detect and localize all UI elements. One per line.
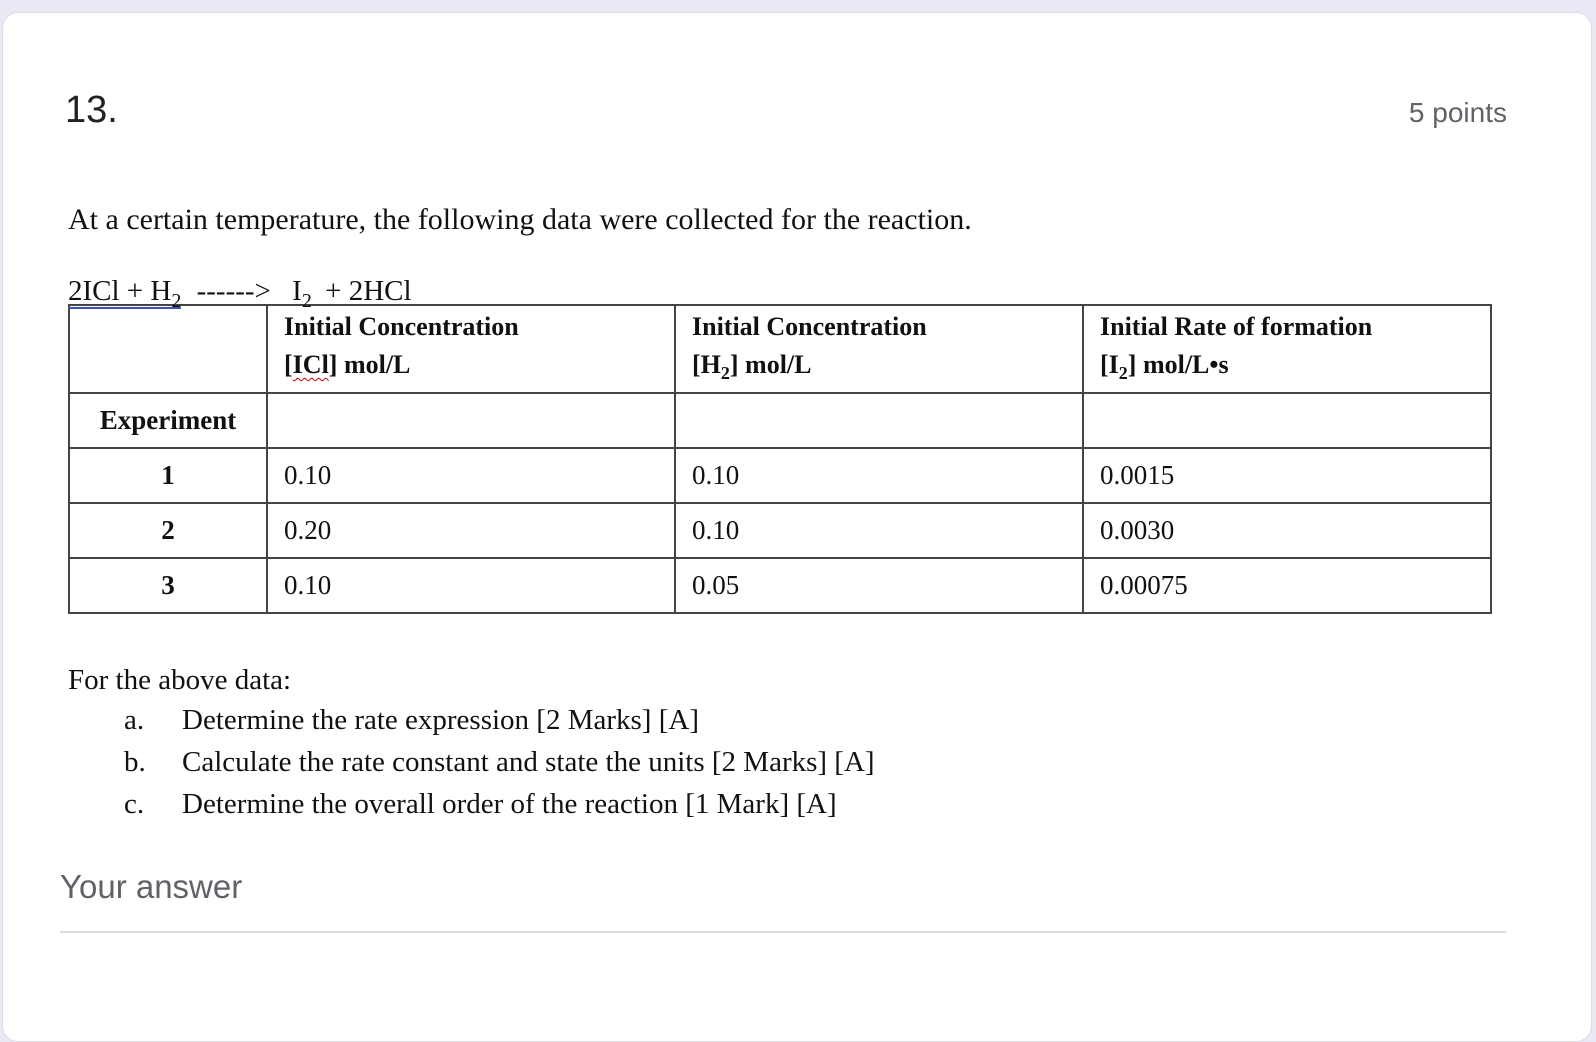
table-header-blank [69,305,267,393]
followup-questions [68,660,1528,824]
followup-lead: For the above data: [68,664,292,697]
table-experiment-row [69,393,1491,448]
experiment-number: 1 [69,448,267,503]
list-item: c. Determine the overall order of the reaction [1 Mark] [A] [124,788,837,821]
icl-value: 0.20 [267,503,675,558]
rate-value: 0.0030 [1083,503,1491,558]
icl-value: 0.10 [267,448,675,503]
icl-value: 0.10 [267,558,675,613]
question-number: 13. [65,89,118,131]
reaction-equation [68,274,1528,312]
data-table [68,304,1492,614]
reaction-product-i2: $I_2$ [292,275,312,312]
table-row [69,558,1491,613]
h2-value: 0.10 [675,448,1083,503]
h2-value: 0.05 [675,558,1083,613]
question-points: 5 points [1408,97,1507,128]
reaction-reactants: $2ICl + H_2$ [68,275,182,312]
answer-input[interactable]: Your answer [60,868,243,905]
answer-underline[interactable] [60,931,1506,933]
table-row [69,503,1491,558]
rate-value: 0.0015 [1083,448,1491,503]
table-row [69,448,1491,503]
experiment-label: Experiment [69,393,267,448]
experiment-number: 3 [69,558,267,613]
table-header-row [69,305,1491,393]
rate-value: 0.00075 [1083,558,1491,613]
list-item: a. Determine the rate expression [2 Marks] [A] [124,704,699,737]
experiment-number: 2 [69,503,267,558]
question-image [68,196,1528,824]
table-header-rate: Initial Rate of formation $[I_2]$ mol/L•s [1083,305,1491,393]
table-header-h2: Initial Concentration $[H_2]$ mol/L [675,305,1083,393]
reaction-product-hcl: + 2HCl [325,275,412,307]
reaction-arrow: ------> [196,275,271,307]
question-intro: At a certain temperature, the following data were collected for the reaction. [68,203,972,236]
table-header-icl: Initial Concentration [ICl] mol/L [267,305,675,393]
h2-value: 0.10 [675,503,1083,558]
list-item: b. Calculate the rate constant and state the units [2 Marks] [A] [124,746,875,779]
